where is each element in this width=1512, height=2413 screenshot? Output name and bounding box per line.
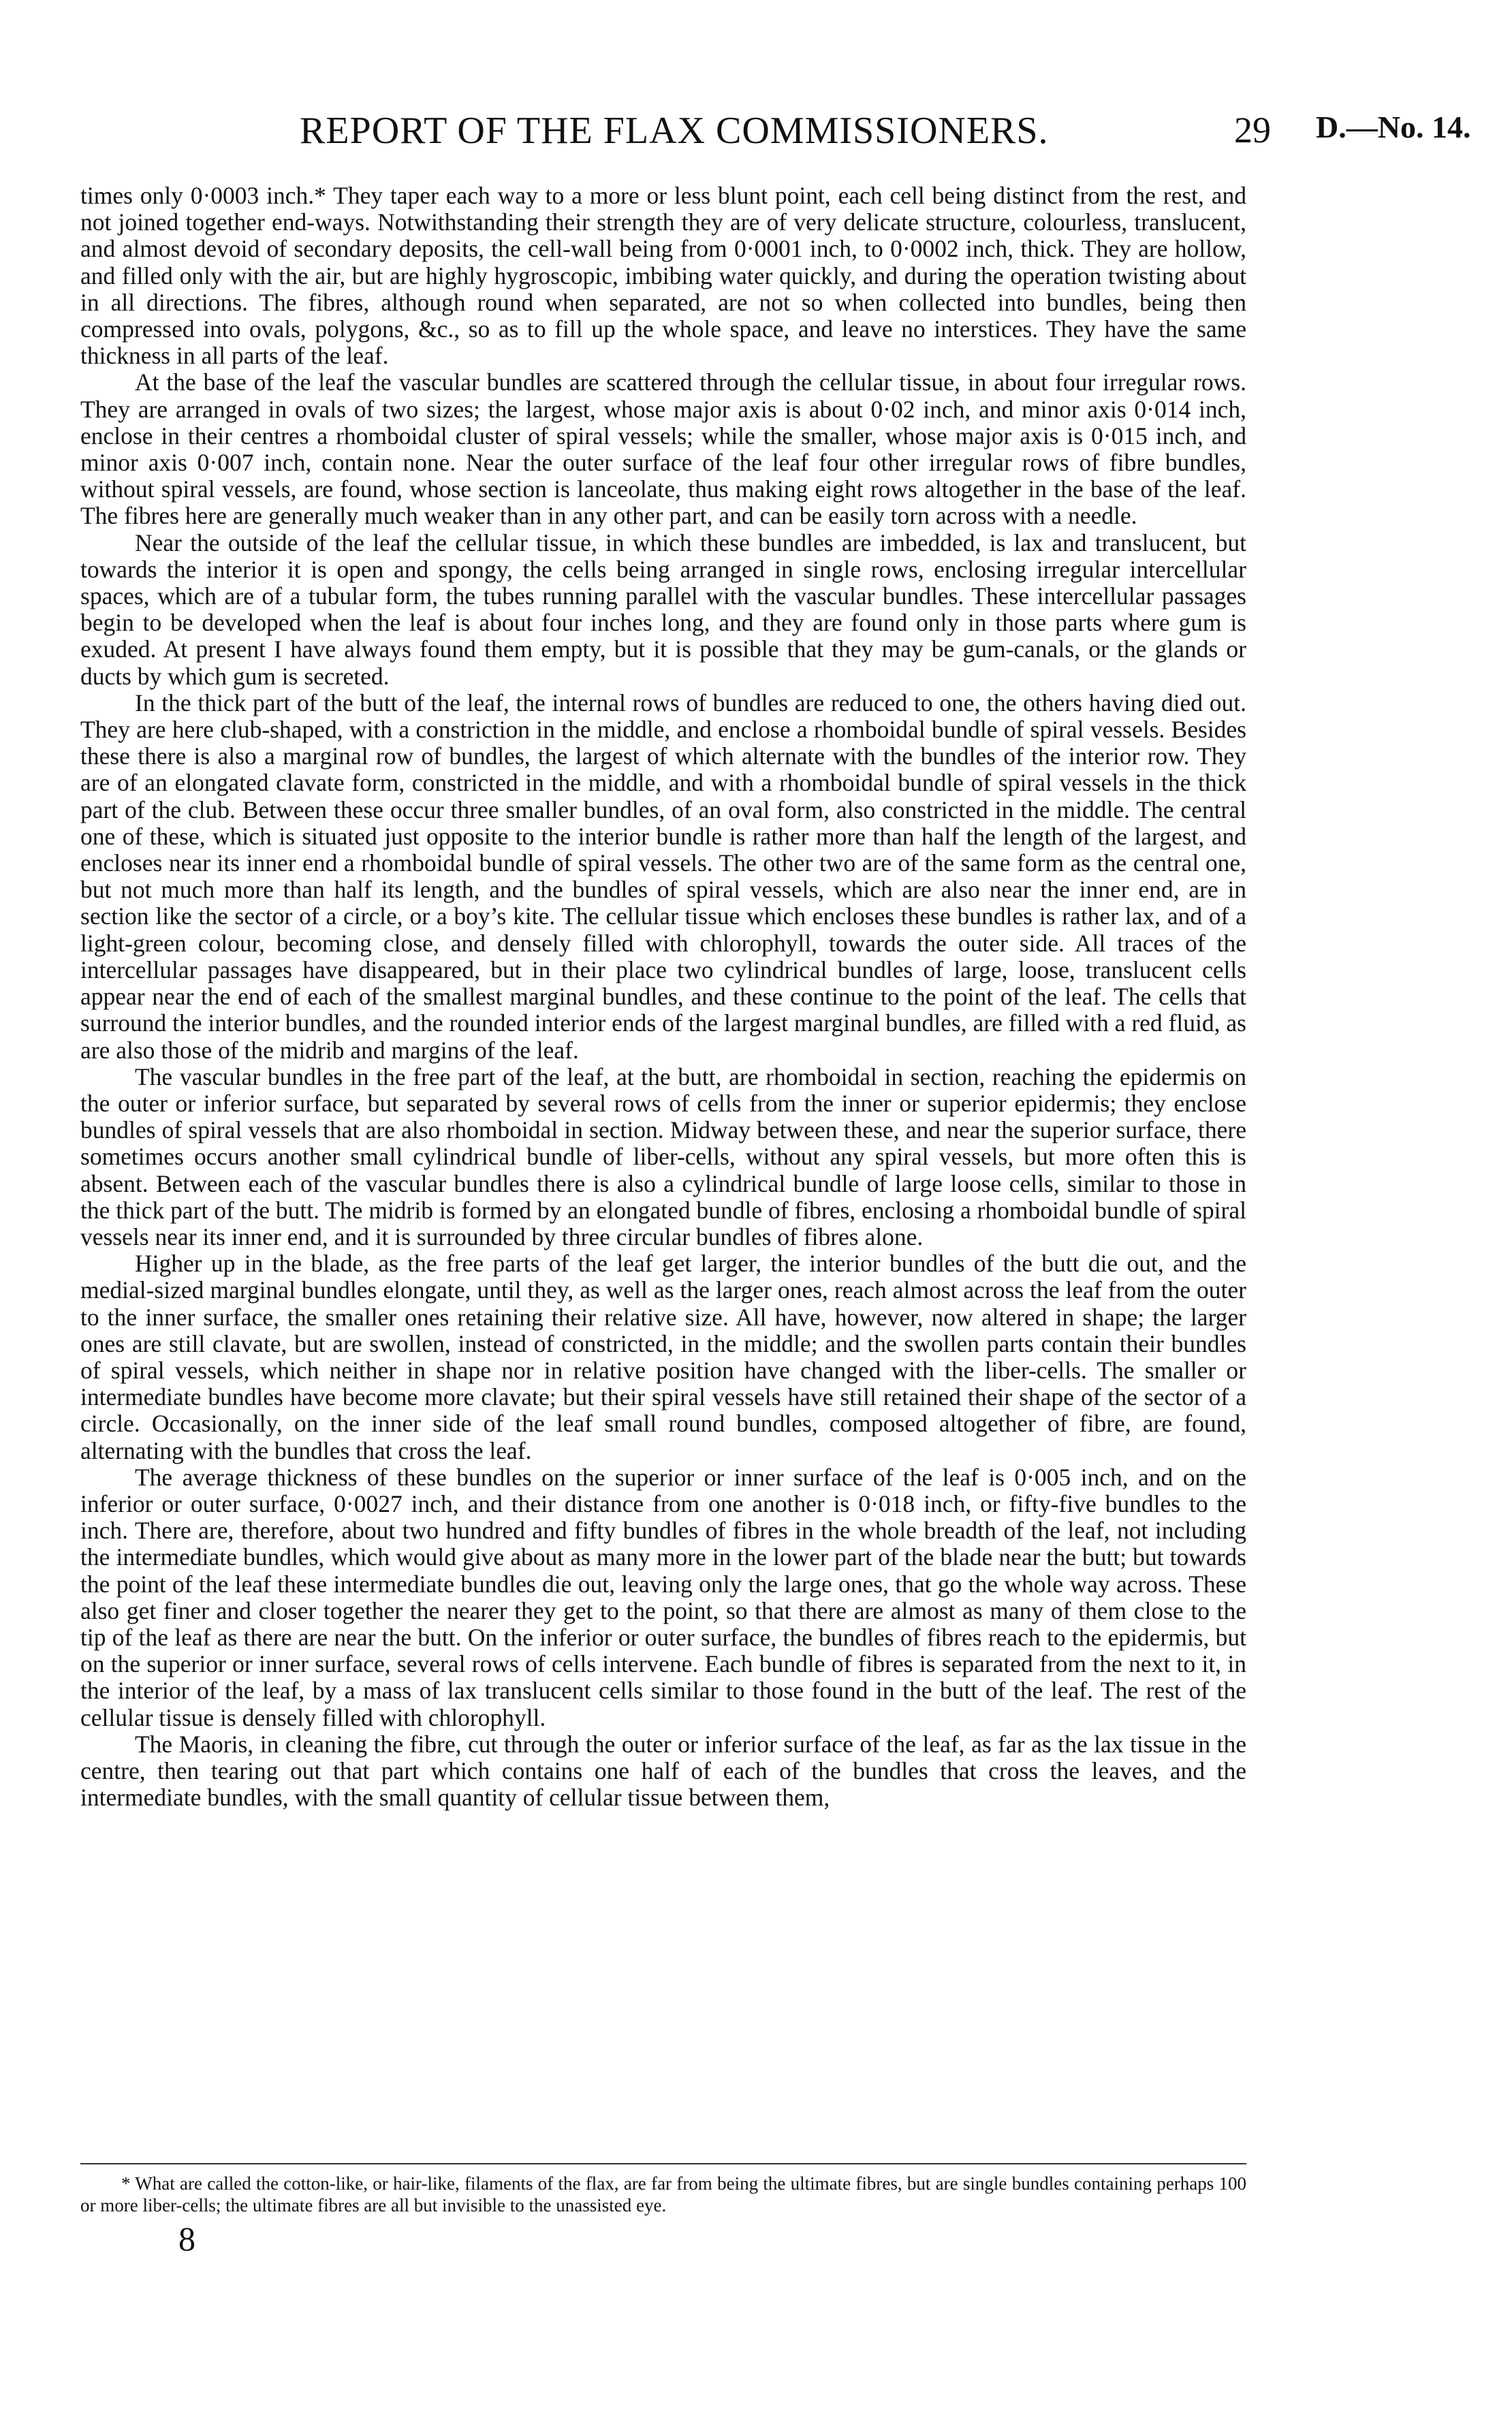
page-header	[0, 109, 1512, 163]
paragraph: The Maoris, in cleaning the fibre, cut through the outer or inferior surface of the leaf, as far as the lax tissue in the centre, then tearing out that part which contains one half of each of the bundles that cross the leaves, and the intermediate bundles, with the small quantity of cellular tissue between them,	[80, 1730, 1246, 1812]
body-text	[80, 183, 1246, 1811]
paragraph: times only 0·0003 inch.* They taper each way to a more or less blunt point, each cell being distinct from the rest, and not joined together end-ways. Notwithstanding their strength they are of very delicate structure, colourless, translucent, and almost devoid of secondary deposits, the cell-wall being from 0·0001 inch, to 0·0002 inch, thick. They are hollow, and filled only with the air, but are highly hygroscopic, imbibing water quickly, and during the operation twisting about in all directions. The fibres, although round when separated, are not so when collected into bundles, being then compressed into ovals, polygons, &c., so as to fill up the whole space, and leave no interstices. They have the same thickness in all parts of the leaf.	[80, 182, 1246, 370]
footnote-divider	[80, 2163, 1246, 2164]
paragraph: The vascular bundles in the free part of the leaf, at the butt, are rhomboidal in section, reaching the epidermis on the outer or inferior surface, but separated by several rows of cells from the inner or superior epidermis; they enclose bundles of spiral vessels that are also rhomboidal in section. Midway between these, and near the superior surface, there sometimes occurs another small cylindrical bundle of liber-cells, without any spiral vessels, but more often this is absent. Between each of the vascular bundles there is also a cylindrical bundle of large loose cells, similar to those in the thick part of the butt. The midrib is formed by an elongated bundle of fibres, enclosing a rhomboidal bundle of spiral vessels near its inner end, and it is surrounded by three circular bundles of fibres alone.	[80, 1062, 1246, 1250]
footnote-text: * What are called the cotton-like, or hair-like, filaments of the flax, are far from being the ultimate fibres, but are single bundles containing perhaps 100 or more liber-cells; the ultimate fibres are all but invisible to the unassisted eye.	[80, 2173, 1246, 2215]
paragraph: In the thick part of the butt of the leaf, the internal rows of bundles are reduced to one, the others having died out. They are here club-shaped, with a constriction in the middle, and enclose a rhomboidal bundle of spiral vessels. Besides these there is also a marginal row of bundles, the largest of which alternate with the bundles of the interior row. They are of an elongated clavate form, constricted in the middle, and with a rhomboidal bundle of spiral vessels in the thick part of the club. Between these occur three smaller bundles, of an oval form, also constricted in the middle. The central one of these, which is situated just opposite to the interior bundle is rather more than half the length of the largest, and encloses near its inner end a rhomboidal bundle of spiral vessels. The other two are of the same form as the central one, but not much more than half its length, and the bundles of spiral vessels, which are also near the inner end, are in section like the sector of a circle, or a boy’s kite. The cellular tissue which encloses these bundles is rather lax, and of a light-green colour, becoming close, and densely filled with chlorophyll, towards the outer side. All traces of the intercellular passages have disappeared, but in their place two cylindrical bundles of large, loose, translucent cells appear near the end of each of the smallest marginal bundles, and these continue to the point of the leaf. The cells that surround the interior bundles, and the rounded interior ends of the largest marginal bundles, are filled with a red fluid, as are also those of the midrib and margins of the leaf.	[80, 689, 1246, 1064]
page-title: REPORT OF THE FLAX COMMISSIONERS.	[300, 110, 1049, 152]
paragraph: Near the outside of the leaf the cellular tissue, in which these bundles are imbedded, is lax and translucent, but towards the interior it is open and spongy, the cells being arranged in single rows, enclosing irregular intercellular spaces, which are of a tubular form, the tubes running parallel with the vascular bundles. These intercellular passages begin to be developed when the leaf is about four inches long, and they are found only in those parts where gum is exuded. At present I have always found them empty, but it is possible that they may be gum-canals, or the glands or ducts by which gum is secreted.	[80, 529, 1246, 690]
footnote	[80, 2173, 1246, 2216]
paragraph: At the base of the leaf the vascular bundles are scattered through the cellular tissue, in about four irregular rows. They are arranged in ovals of two sizes; the largest, whose major axis is about 0·02 inch, and minor axis 0·014 inch, enclose in their centres a rhomboidal cluster of spiral vessels; while the smaller, whose major axis is 0·015 inch, and minor axis 0·007 inch, contain none. Near the outer surface of the leaf four other irregular rows of fibre bundles, without spiral vessels, are found, whose section is lanceolate, thus making eight rows altogether in the base of the leaf. The fibres here are generally much weaker than in any other part, and can be easily torn across with a needle.	[80, 368, 1246, 530]
page-number: 29	[1234, 110, 1271, 151]
document-reference: D.—No. 14.	[1316, 110, 1471, 144]
paragraph: The average thickness of these bundles on the superior or inner surface of the leaf is 0·005 inch, and on the inferior or outer surface, 0·0027 inch, and their distance from one another is 0·018 inch, or fifty-five bundles to the inch. There are, therefore, about two hundred and fifty bundles of fibres in the whole breadth of the leaf, not including the intermediate bundles, which would give about as many more in the lower part of the blade near the butt; but towards the point of the leaf these intermediate bundles die out, leaving only the large ones, that go the whole way across. These also get finer and closer together the nearer they get to the point, so that there are almost as many of them close to the tip of the leaf as there are near the butt. On the inferior or outer surface, the bundles of fibres reach to the epidermis, but on the superior or inner surface, several rows of cells intervene. Each bundle of fibres is separated from the next to it, in the interior of the leaf, by a mass of lax translucent cells similar to those found in the butt of the leaf. The rest of the cellular tissue is densely filled with chlorophyll.	[80, 1463, 1246, 1731]
signature-mark: 8	[178, 2220, 195, 2258]
paragraph: Higher up in the blade, as the free parts of the leaf get larger, the interior bundles of the butt die out, and the medial-sized marginal bundles elongate, until they, as well as the larger ones, reach almost across the leaf from the outer to the inner surface, the smaller ones retaining their relative size. All have, however, now altered in shape; the larger ones are still clavate, but are swollen, instead of constricted, in the middle; and the swollen parts contain their bundles of spiral vessels, which neither in shape nor in relative position have changed with the liber-cells. The smaller or intermediate bundles have become more clavate; but their spiral vessels have still retained their shape of the sector of a circle. Occasionally, on the inner side of the leaf small round bundles, composed altogether of fibre, are found, alternating with the bundles that cross the leaf.	[80, 1250, 1246, 1464]
